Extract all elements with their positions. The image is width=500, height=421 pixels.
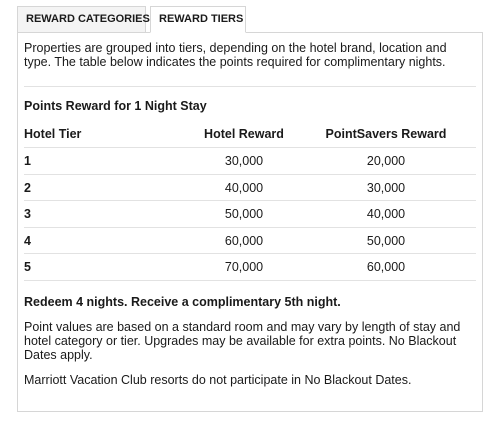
table-row <box>24 148 476 175</box>
hotel-reward-cell: 30,000 <box>224 154 264 168</box>
reward-table <box>24 121 476 281</box>
header-hotel-tier: Hotel Tier <box>24 127 82 141</box>
table-row <box>24 175 476 202</box>
tier-cell: 5 <box>24 260 31 274</box>
table-row <box>24 228 476 255</box>
tier-cell: 3 <box>24 207 31 221</box>
tab-bar <box>17 6 246 33</box>
header-hotel-reward: Hotel Reward <box>204 127 284 141</box>
section-title: Points Reward for 1 Night Stay <box>24 99 207 113</box>
header-pointsavers-reward: PointSavers Reward <box>325 127 447 141</box>
divider <box>24 86 476 87</box>
pointsavers-reward-cell: 60,000 <box>366 260 406 274</box>
point-values-note: Point values are based on a standard room and may vary by length of stay and hotel category or tier. Upgrades may be available for extra points. No Blackout Dates apply. <box>24 320 461 362</box>
table-row <box>24 201 476 228</box>
pointsavers-reward-cell: 40,000 <box>366 207 406 221</box>
tab-reward-categories[interactable]: REWARD CATEGORIES <box>17 6 146 33</box>
tab-reward-tiers[interactable]: REWARD TIERS <box>150 6 246 33</box>
hotel-reward-cell: 60,000 <box>224 233 264 248</box>
reward-tiers-panel <box>17 32 483 412</box>
hotel-reward-cell: 70,000 <box>224 260 264 274</box>
pointsavers-reward-cell: 30,000 <box>366 180 406 195</box>
tier-cell: 1 <box>24 154 31 168</box>
intro-text: Properties are grouped into tiers, depending on the hotel brand, location and type. The table below indicates the points required for complimentary nights. <box>24 41 447 69</box>
table-header-row <box>24 121 476 148</box>
hotel-reward-cell: 50,000 <box>224 207 264 221</box>
blackout-dates-note: Marriott Vacation Club resorts do not participate in No Blackout Dates. <box>24 373 412 387</box>
pointsavers-reward-cell: 20,000 <box>366 154 406 168</box>
tier-cell: 2 <box>24 180 31 195</box>
hotel-reward-cell: 40,000 <box>224 180 264 195</box>
pointsavers-reward-cell: 50,000 <box>366 233 406 248</box>
redeem-offer-text: Redeem 4 nights. Receive a complimentary 5th night. <box>24 295 341 309</box>
table-row <box>24 254 476 281</box>
tier-cell: 4 <box>24 233 31 248</box>
